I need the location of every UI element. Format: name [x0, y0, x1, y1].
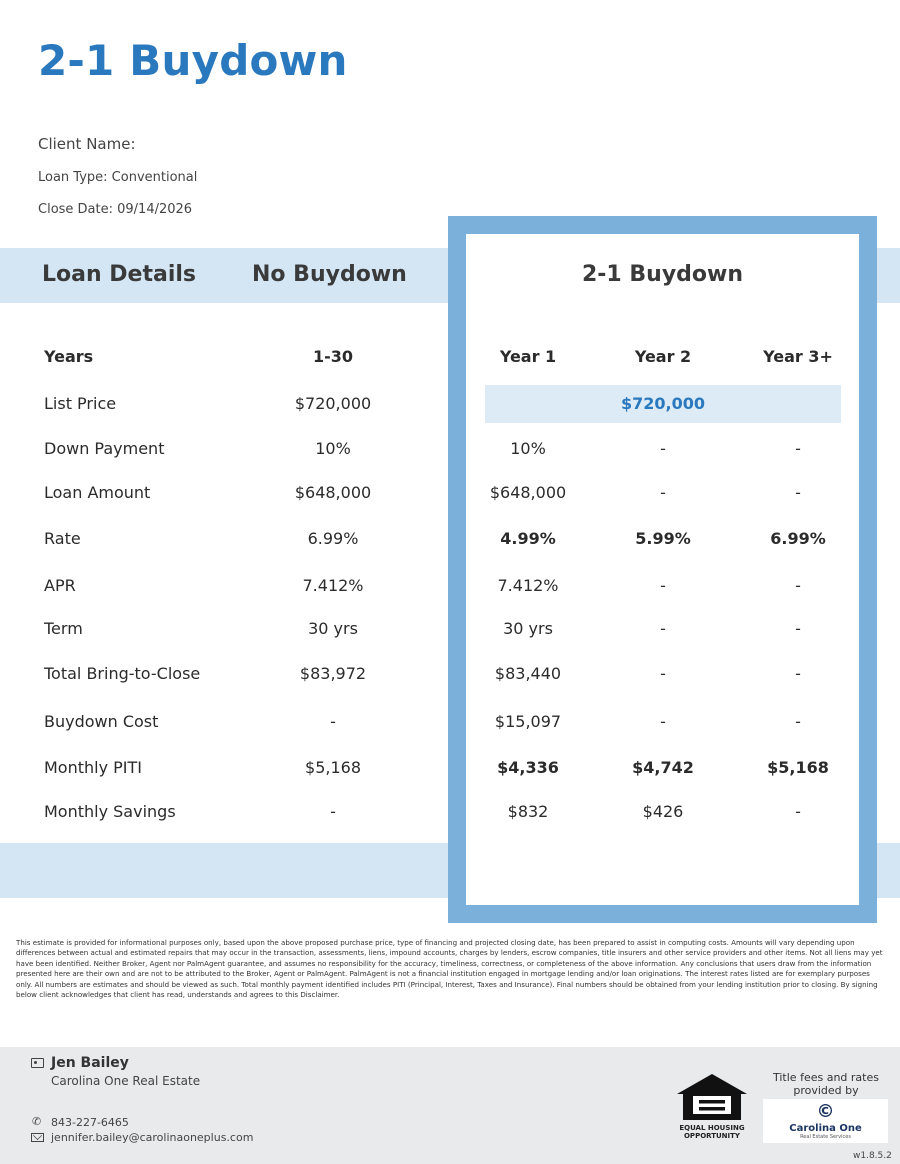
- agent-phone[interactable]: 843-227-6465: [51, 1116, 129, 1129]
- agent-name: Jen Bailey: [51, 1055, 129, 1071]
- no-buydown-value: 7.412%: [302, 576, 364, 595]
- year-3-value: -: [795, 802, 801, 821]
- phone-icon: ✆: [32, 1115, 42, 1128]
- table-row: [0, 797, 900, 827]
- client-name-label: Client Name:: [38, 135, 136, 153]
- loan-type: Loan Type: Conventional: [38, 170, 198, 185]
- no-buydown-heading: No Buydown: [252, 262, 407, 287]
- year-1-value: $648,000: [489, 483, 567, 502]
- row-label: Buydown Cost: [44, 712, 159, 731]
- no-buydown-value: $83,972: [299, 664, 367, 683]
- row-label: APR: [44, 576, 76, 595]
- year-1-value: $83,440: [494, 664, 562, 683]
- version-label: w1.8.5.2: [853, 1151, 892, 1161]
- table-row: [0, 614, 900, 644]
- years-no-buydown: 1-30: [312, 347, 354, 366]
- year-2-value: 5.99%: [635, 529, 691, 548]
- year-1-value: $15,097: [494, 712, 562, 731]
- page-title: 2-1 Buydown: [38, 36, 348, 85]
- year-3-value: -: [795, 483, 801, 502]
- list-price-buydown: $720,000: [620, 394, 706, 413]
- partner-logo-name: Carolina One: [789, 1123, 862, 1134]
- list-price-label: List Price: [44, 394, 117, 413]
- year-3-value: 6.99%: [770, 529, 826, 548]
- year-1-value: $4,336: [497, 758, 559, 777]
- table-row: [0, 659, 900, 689]
- year-2-value: -: [660, 712, 666, 731]
- table-row: [0, 478, 900, 508]
- year-2-value: $4,742: [632, 758, 694, 777]
- partner-logo-mark: ©: [816, 1101, 835, 1122]
- equal-housing-label: EQUAL HOUSING OPPORTUNITY: [679, 1124, 745, 1140]
- year-1-value: 7.412%: [497, 576, 559, 595]
- agent-email[interactable]: jennifer.bailey@carolinaoneplus.com: [51, 1131, 254, 1144]
- year-1-value: 4.99%: [500, 529, 556, 548]
- close-date: Close Date: 09/14/2026: [38, 202, 193, 217]
- year-3-value: -: [795, 712, 801, 731]
- no-buydown-value: 6.99%: [307, 529, 359, 548]
- no-buydown-value: -: [330, 712, 336, 731]
- year-2-value: -: [660, 483, 666, 502]
- id-card-icon: [31, 1058, 44, 1068]
- year-2-value: -: [660, 439, 666, 458]
- buydown-heading: 2-1 Buydown: [581, 262, 744, 287]
- loan-details-heading: Loan Details: [42, 262, 197, 287]
- years-row: [0, 342, 900, 372]
- year-1-value: 10%: [510, 439, 546, 458]
- list-price-no-buydown: $720,000: [294, 394, 372, 413]
- title-fees-label: Title fees and rates provided by: [773, 1071, 879, 1097]
- year-3-value: -: [795, 576, 801, 595]
- agent-company: Carolina One Real Estate: [51, 1074, 201, 1088]
- year-3-header: Year 3+: [763, 347, 833, 366]
- no-buydown-value: $5,168: [305, 758, 361, 777]
- row-label: Down Payment: [44, 439, 165, 458]
- table-row: [0, 434, 900, 464]
- table-row: [0, 524, 900, 554]
- mail-icon: [31, 1133, 44, 1142]
- year-3-value: -: [795, 664, 801, 683]
- row-label: Monthly Savings: [44, 802, 176, 821]
- year-2-value: -: [660, 619, 666, 638]
- year-2-value: $426: [642, 802, 684, 821]
- year-3-value: -: [795, 619, 801, 638]
- row-label: Loan Amount: [44, 483, 151, 502]
- row-label: Term: [44, 619, 83, 638]
- no-buydown-value: $648,000: [294, 483, 372, 502]
- year-2-header: Year 2: [634, 347, 692, 366]
- table-row: [0, 571, 900, 601]
- row-label: Monthly PITI: [44, 758, 143, 777]
- year-2-value: -: [660, 576, 666, 595]
- year-3-value: -: [795, 439, 801, 458]
- table-row: [0, 707, 900, 737]
- no-buydown-value: 10%: [315, 439, 351, 458]
- equal-housing-icon: [675, 1072, 749, 1122]
- years-label: Years: [44, 347, 94, 366]
- row-label: Rate: [44, 529, 81, 548]
- year-2-value: -: [660, 664, 666, 683]
- no-buydown-value: 30 yrs: [308, 619, 358, 638]
- year-3-value: $5,168: [767, 758, 829, 777]
- disclaimer-text: This estimate is provided for informational purposes only, based upon the above proposed purchase price, type of financing and projected closing date, has been prepared to assist in computing costs. Amounts will vary depending upon differences between actual and estimated repairs that may occur in the transaction, assessments, liens, impound accounts, charges by lenders, escrow companies, title insurers and other service providers and other items. Not all liens may yet have been identified. Neither Broker, Agent nor PalmAgent guarantee, and assumes no responsibility for the accuracy, timeliness, correctness, or completeness of the above information. Any conclusions that users draw from the information presented here are their own and are not to be attributed to the Broker, Agent or PalmAgent. PalmAgent is not a financial institution engaged in mortgage lending and/or loan originations. The interest rates listed are for exemplary purposes only. All numbers are estimates and should be viewed as such. Total monthly payment identified includes PITI (Principal, Interest, Taxes and Insurance). Final numbers should be obtained from your lending institution prior to closing. By signing below client acknowledges that client has read, understands and agrees to this Disclaimer.: [16, 938, 883, 1000]
- list-price-row: [0, 389, 900, 419]
- no-buydown-value: -: [330, 802, 336, 821]
- year-1-value: $832: [507, 802, 549, 821]
- year-1-header: Year 1: [499, 347, 557, 366]
- table-row: [0, 753, 900, 783]
- partner-logo-sub: Real Estate Services: [800, 1134, 851, 1140]
- year-1-value: 30 yrs: [503, 619, 553, 638]
- partner-logo: [763, 1099, 888, 1143]
- row-label: Total Bring-to-Close: [44, 664, 201, 683]
